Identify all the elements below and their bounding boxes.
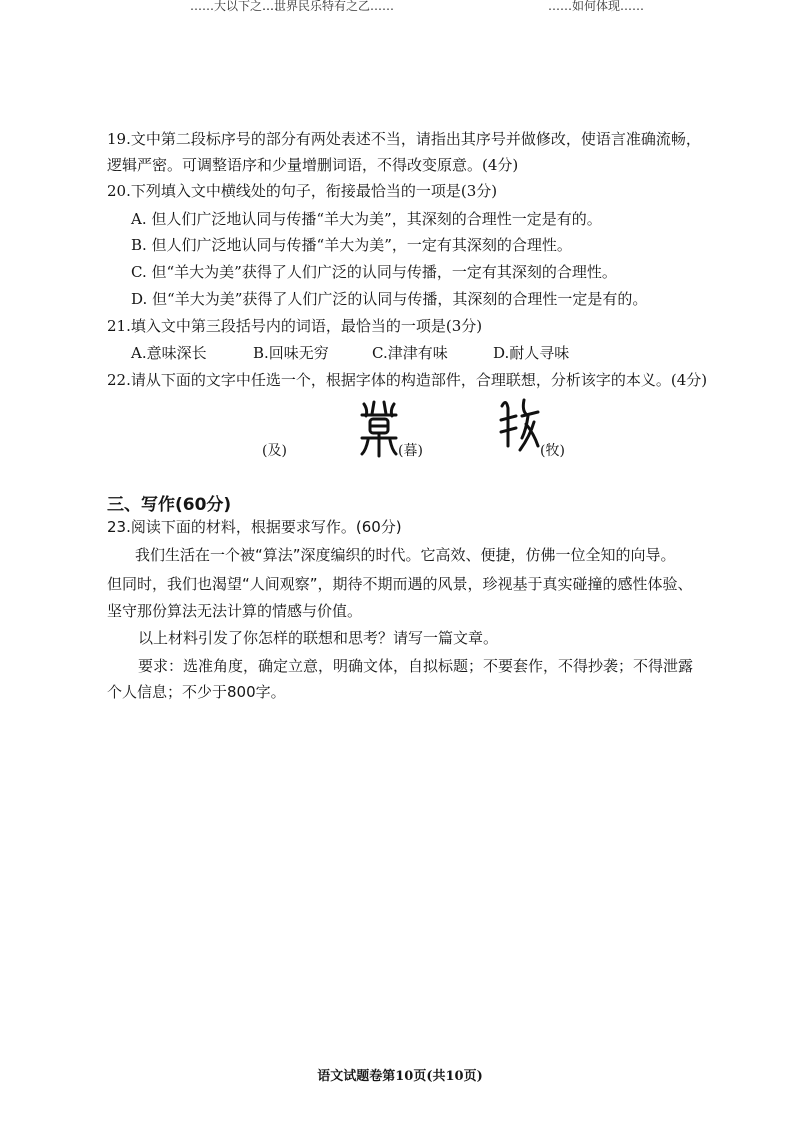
seal-mu2-glyph <box>498 394 542 456</box>
q23-material-line2: 但同时，我们也渴望“人间观察”，期待不期而遇的风景，珍视基于真实碰撞的感性体验、 <box>107 575 693 593</box>
q21-option-b: B.回味无穷 <box>253 344 329 362</box>
q21-option-a: A.意味深长 <box>131 344 207 362</box>
q23-requirement-line1: 要求：选准角度，确定立意，明确文体，自拟标题；不要套作，不得抄袭；不得泄露 <box>138 657 694 675</box>
q23-material-line3: 坚守那份算法无法计算的情感与价值。 <box>107 602 363 620</box>
q23-requirement-line2: 个人信息；不少于800字。 <box>107 683 286 701</box>
top-fragment-left: ……大以下之…… <box>190 0 287 13</box>
q21-stem: 21.填入文中第三段括号内的词语，最恰当的一项是(3分) <box>107 317 483 335</box>
q20-stem: 20.下列填入文中横线处的句子，衔接最恰当的一项是(3分) <box>107 182 498 200</box>
q23-material-line1: 我们生活在一个被“算法”深度编织的时代。它高效、便捷，仿佛一位全知的向导。 <box>135 546 676 564</box>
q21-option-c: C.津津有味 <box>372 344 448 362</box>
q20-option-c: C. 但“羊大为美”获得了人们广泛的认同与传播，一定有其深刻的合理性。 <box>131 263 617 281</box>
q22-char-label-mu: (暮) <box>398 443 423 459</box>
top-fragment-middle: …世界民乐特有之乙…… <box>262 0 395 13</box>
q20-option-a: A. 但人们广泛地认同与传播“羊大为美”，其深刻的合理性一定是有的。 <box>131 210 602 228</box>
q19-line2: 逻辑严密。可调整语序和少量增删词语，不得改变原意。(4分) <box>107 156 519 174</box>
q22-char-label-ji: (及) <box>262 443 287 459</box>
top-page-fragment <box>0 0 800 14</box>
q23-stem: 23.阅读下面的材料，根据要求写作。(60分) <box>107 518 402 536</box>
q20-option-d: D. 但“羊大为美”获得了人们广泛的认同与传播，其深刻的合理性一定是有的。 <box>131 290 648 308</box>
q22-char-label-mu2: (牧) <box>540 443 565 459</box>
q20-option-b: B. 但人们广泛地认同与传播“羊大为美”，一定有其深刻的合理性。 <box>131 236 572 254</box>
q21-option-d: D.耐人寻味 <box>493 344 570 362</box>
q23-prompt: 以上材料引发了你怎样的联想和思考？请写一篇文章。 <box>138 629 499 647</box>
page-footer: 语文试题卷第10页(共10页) <box>317 1069 483 1084</box>
section-title: 三、写作(60分) <box>107 495 232 515</box>
q22-stem: 22.请从下面的文字中任选一个，根据字体的构造部件，合理联想，分析该字的本义。(4分) <box>107 371 708 389</box>
top-fragment-right: ……如何体现…… <box>548 0 645 13</box>
q19-line1: 19.文中第二段标序号的部分有两处表述不当，请指出其序号并做修改，使语言准确流畅， <box>107 130 701 148</box>
seal-mu-glyph <box>358 398 400 458</box>
